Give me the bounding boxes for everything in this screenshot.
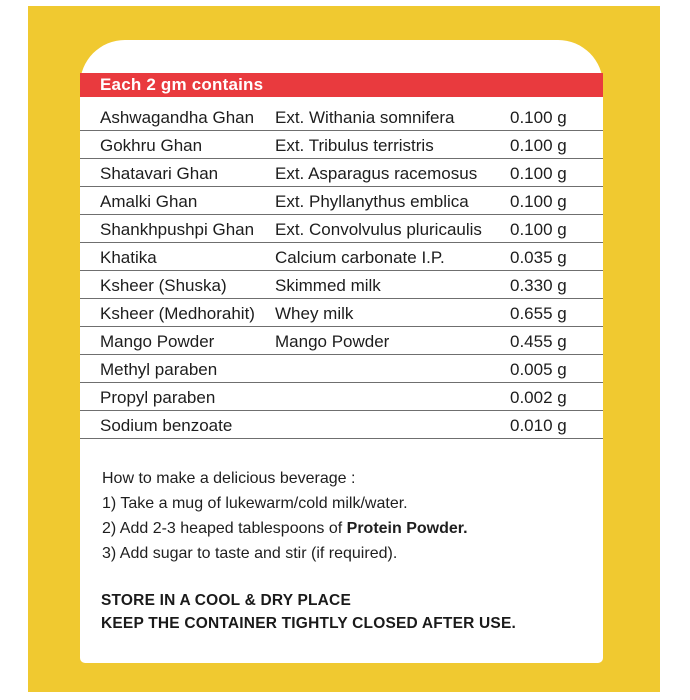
cell-ingredient-name: Ksheer (Medhorahit) — [100, 303, 255, 323]
cell-ingredient-amount: 0.100 g — [510, 163, 567, 183]
cell-ingredient-source: Calcium carbonate I.P. — [275, 247, 445, 267]
table-row — [80, 411, 603, 439]
cell-ingredient-source: Skimmed milk — [275, 275, 381, 295]
cell-ingredient-amount: 0.100 g — [510, 135, 567, 155]
table-row — [80, 299, 603, 327]
cell-ingredient-amount: 0.455 g — [510, 331, 567, 351]
cell-ingredient-name: Propyl paraben — [100, 387, 216, 407]
table-row — [80, 327, 603, 355]
table-row — [80, 103, 603, 131]
cell-ingredient-amount: 0.100 g — [510, 191, 567, 211]
cell-ingredient-amount: 0.035 g — [510, 247, 567, 267]
cell-ingredient-name: Gokhru Ghan — [100, 135, 203, 155]
table-row — [80, 271, 603, 299]
cell-ingredient-name: Mango Powder — [100, 331, 215, 351]
cell-ingredient-name: Ashwagandha Ghan — [100, 107, 255, 127]
instruction-step-1 — [102, 491, 582, 516]
cell-ingredient-amount: 0.002 g — [510, 387, 567, 407]
table-row — [80, 383, 603, 411]
instruction-step-2-text: 2) Add 2-3 heaped tablespoons of — [102, 520, 347, 537]
cell-ingredient-amount: 0.010 g — [510, 415, 567, 435]
table-row — [80, 187, 603, 215]
ingredients-table — [80, 97, 603, 439]
table-row — [80, 215, 603, 243]
instruction-step-1-text: 1) Take a mug of lukewarm/cold milk/water. — [102, 495, 408, 512]
instruction-step-3-text: 3) Add sugar to taste and stir (if required). — [102, 545, 398, 562]
cell-ingredient-source: Ext. Tribulus terristris — [275, 135, 434, 155]
storage-note-line-2: KEEP THE CONTAINER TIGHTLY CLOSED AFTER USE. — [101, 615, 517, 632]
cell-ingredient-source: Ext. Asparagus racemosus — [275, 163, 478, 183]
instruction-step-2 — [102, 516, 582, 541]
table-header-bar — [80, 73, 603, 97]
table-row — [80, 243, 603, 271]
cell-ingredient-amount: 0.330 g — [510, 275, 567, 295]
cell-ingredient-amount: 0.100 g — [510, 107, 567, 127]
cell-ingredient-name: Methyl paraben — [100, 359, 218, 379]
table-row — [80, 355, 603, 383]
instruction-step-2-bold: Protein Powder. — [346, 520, 468, 537]
cell-ingredient-source: Ext. Withania somnifera — [275, 107, 455, 127]
cell-ingredient-name: Amalki Ghan — [100, 191, 198, 211]
cell-ingredient-name: Khatika — [100, 247, 157, 267]
cell-ingredient-name: Ksheer (Shuska) — [100, 275, 227, 295]
instruction-step-3 — [102, 541, 582, 566]
instructions-heading: How to make a delicious beverage : — [102, 470, 356, 487]
cell-ingredient-source: Whey milk — [275, 303, 354, 323]
table-row — [80, 159, 603, 187]
beverage-instructions — [102, 466, 582, 566]
storage-note-line-1: STORE IN A COOL & DRY PLACE — [101, 592, 351, 609]
cell-ingredient-name: Shankhpushpi Ghan — [100, 219, 255, 239]
table-header-title: Each 2 gm contains — [100, 75, 264, 94]
cell-ingredient-source: Ext. Phyllanythus emblica — [275, 191, 469, 211]
label-card — [80, 40, 603, 663]
cell-ingredient-name: Sodium benzoate — [100, 415, 233, 435]
cell-ingredient-source: Ext. Convolvulus pluricaulis — [275, 219, 482, 239]
cell-ingredient-amount: 0.100 g — [510, 219, 567, 239]
storage-note — [101, 589, 591, 635]
cell-ingredient-amount: 0.655 g — [510, 303, 567, 323]
cell-ingredient-name: Shatavari Ghan — [100, 163, 219, 183]
cell-ingredient-source: Mango Powder — [275, 331, 390, 351]
table-row — [80, 131, 603, 159]
cell-ingredient-amount: 0.005 g — [510, 359, 567, 379]
